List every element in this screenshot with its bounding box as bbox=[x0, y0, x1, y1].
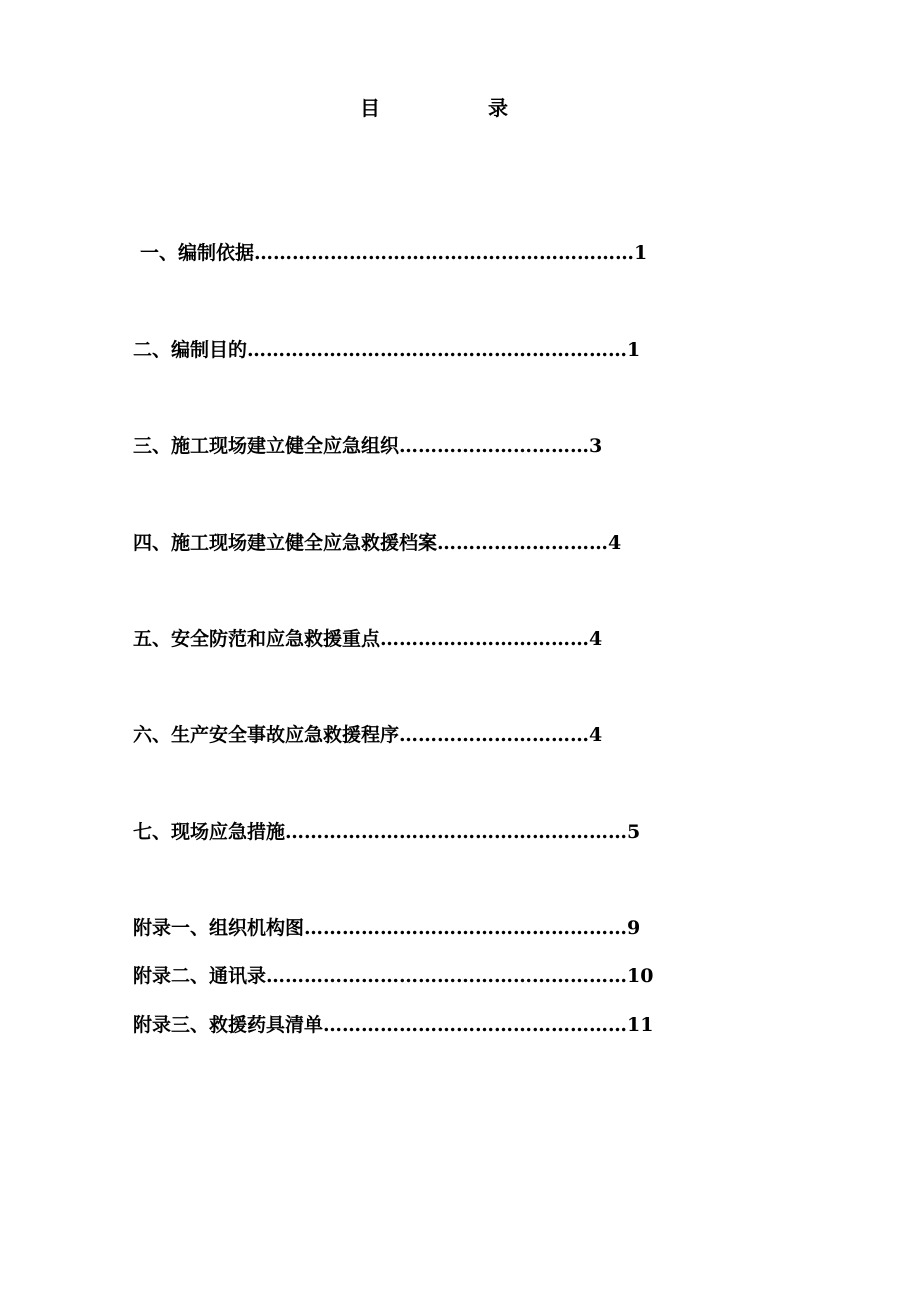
toc-entry-6[interactable]: 六、生产安全事故应急救援程序…………………………4 bbox=[133, 724, 603, 746]
toc-entry-4[interactable]: 四、施工现场建立健全应急救援档案………………………4 bbox=[133, 532, 622, 554]
toc-title-char-1: 目 bbox=[360, 96, 380, 120]
toc-entry-5[interactable]: 五、安全防范和应急救援重点……………………………4 bbox=[133, 628, 603, 650]
toc-title-char-2: 录 bbox=[488, 96, 508, 120]
toc-entry-appendix-3[interactable]: 附录三、救援药具清单…………………………………………11 bbox=[133, 1014, 654, 1036]
toc-entry-7[interactable]: 七、现场应急措施………………………………………………5 bbox=[133, 821, 641, 843]
toc-entry-3[interactable]: 三、施工现场建立健全应急组织…………………………3 bbox=[133, 435, 603, 457]
toc-entry-1[interactable]: 一、编制依据……………………………………………………1 bbox=[140, 242, 648, 264]
toc-entry-2[interactable]: 二、编制目的……………………………………………………1 bbox=[133, 339, 641, 361]
toc-entry-appendix-2[interactable]: 附录二、通讯录…………………………………………………10 bbox=[133, 965, 654, 987]
toc-entry-appendix-1[interactable]: 附录一、组织机构图……………………………………………9 bbox=[133, 917, 641, 939]
